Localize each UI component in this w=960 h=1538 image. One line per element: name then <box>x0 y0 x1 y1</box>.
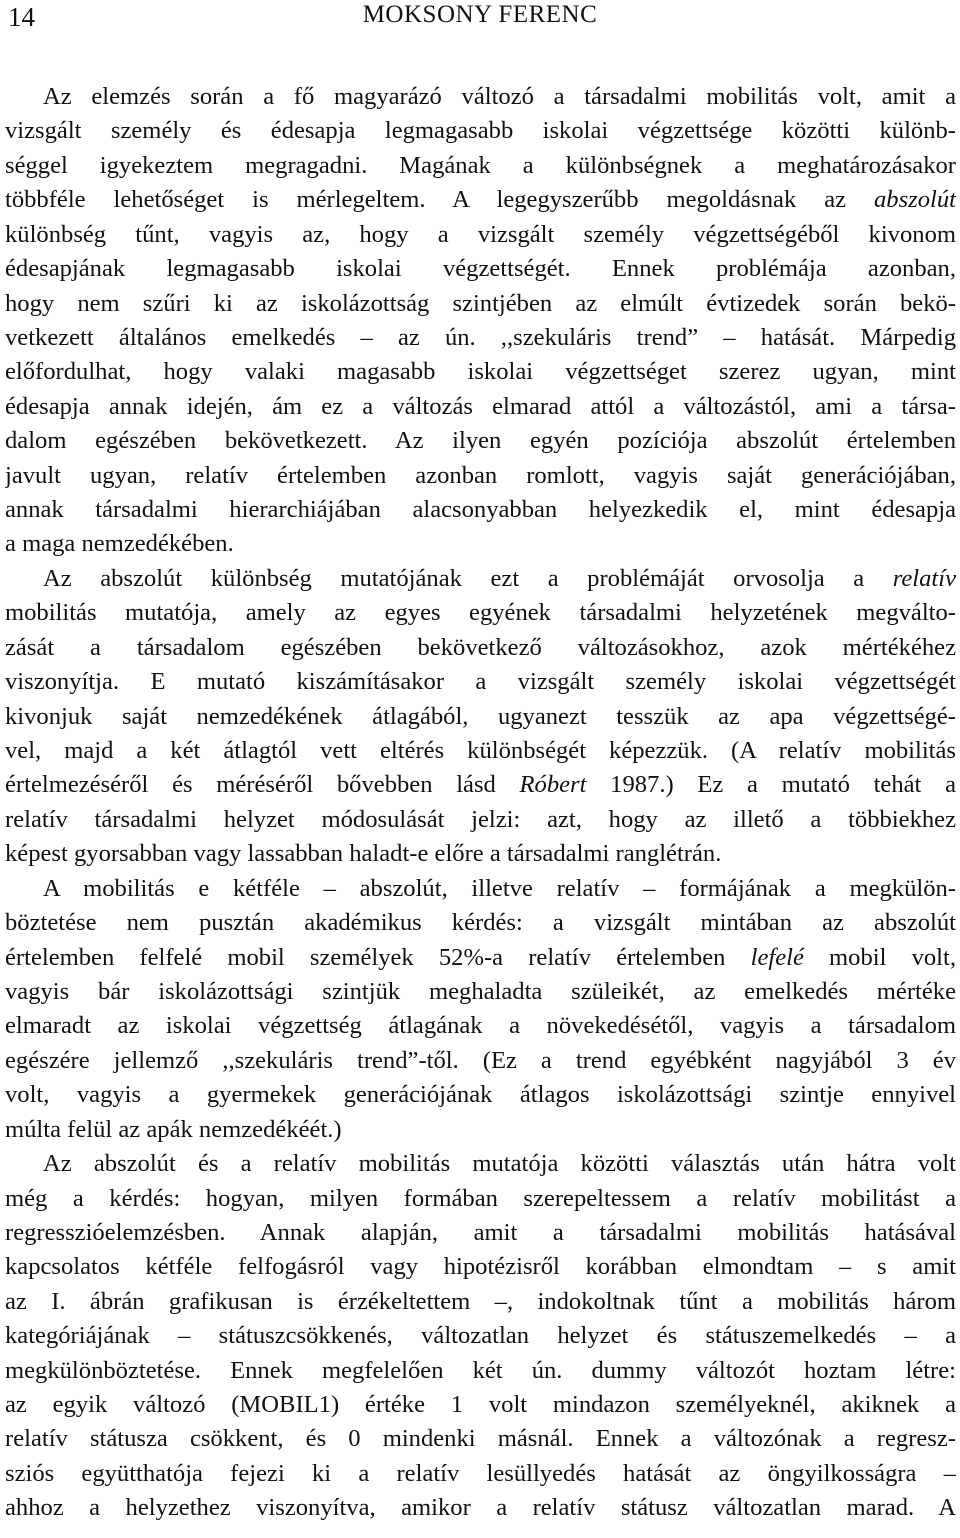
text-segment: különbség tűnt, vagyis az, hogy a vizsgált személy végzettségéből kivonom <box>5 220 956 248</box>
page-number: 14 <box>8 2 35 32</box>
text-line <box>5 355 956 389</box>
text-line <box>5 1422 956 1456</box>
text-line <box>5 941 956 975</box>
body-text <box>5 80 956 1526</box>
text-segment: böztetése nem pusztán akadémikus kérdés: a vizsgált mintában az abszolút <box>5 909 956 937</box>
text-line <box>5 1285 956 1319</box>
running-head: MOKSONY FERENC <box>362 1 598 28</box>
text-line <box>5 1009 956 1043</box>
text-segment: 1987.) Ez a mutató tehát a <box>586 771 956 799</box>
text-segment: múlta felül az apák nemzedékéét.) <box>5 1115 342 1143</box>
text-segment: regresszióelemzésben. Annak alapján, amit a társadalmi mobilitás hatásával <box>5 1218 956 1246</box>
text-segment: dalom egészében bekövetkezett. Az ilyen egyén pozíciója abszolút értelemben <box>5 427 956 455</box>
text-segment: a maga nemzedékében. <box>5 530 234 558</box>
text-line <box>5 424 956 458</box>
text-segment: A mobilitás e kétféle – abszolút, illetve relatív – formájának a megkülön- <box>43 874 956 902</box>
text-line <box>5 1491 956 1525</box>
page-header <box>0 0 960 36</box>
text-segment: vizsgált személy és édesapja legmagasabb iskolai végzettsége közötti különb- <box>5 117 956 145</box>
text-line <box>5 459 956 493</box>
text-segment: volt, vagyis a gyermekek generációjának átlagos iskolázottsági szintje ennyivel <box>5 1081 956 1109</box>
text-segment: kapcsolatos kétféle felfogásról vagy hipotézisről korábban elmondtam – s amit <box>5 1253 956 1281</box>
text-line <box>5 1354 956 1388</box>
text-line <box>5 183 956 217</box>
text-segment: egészére jellemző ,,szekuláris trend”-től. (Ez a trend egyébként nagyjából 3 év <box>5 1046 956 1074</box>
text-segment: javult ugyan, relatív értelemben azonban romlott, vagyis saját generációjában, <box>5 461 956 489</box>
text-line <box>5 1250 956 1284</box>
text-segment: Az abszolút és a relatív mobilitás mutatója közötti választás után hátra volt <box>43 1150 956 1178</box>
text-segment: még a kérdés: hogyan, milyen formában szerepeltessem a relatív mobilitást a <box>5 1184 956 1212</box>
italic-term: abszolút <box>874 186 956 214</box>
text-line <box>5 768 956 802</box>
text-segment: annak társadalmi hierarchiájában alacsonyabban helyezkedik el, mint édesapja <box>5 496 956 524</box>
text-segment: édesapjának legmagasabb iskolai végzettségét. Ennek problémája azonban, <box>5 255 956 283</box>
text-segment: elmaradt az iskolai végzettség átlagának a növekedésétől, vagyis a társadalom <box>5 1012 956 1040</box>
text-segment: mobil volt, <box>803 943 956 971</box>
text-segment: az I. ábrán grafikusan is érzékeltettem –, indokoltnak tűnt a mobilitás három <box>5 1287 956 1315</box>
text-line <box>5 1216 956 1250</box>
text-line <box>5 700 956 734</box>
text-line <box>5 1319 956 1353</box>
text-segment: Az elemzés során a fő magyarázó változó a társadalmi mobilitás volt, amit a <box>43 83 956 110</box>
text-line <box>5 1044 956 1078</box>
text-line <box>5 114 956 148</box>
text-line <box>5 218 956 252</box>
text-line <box>5 1113 956 1147</box>
text-segment: sziós együtthatója fejezi ki a relatív lesüllyedés hatását az öngyilkosságra – <box>5 1459 956 1487</box>
text-segment: ahhoz a helyzethez viszonyítva, amikor a relatív státusz változatlan marad. A <box>5 1494 956 1522</box>
text-line <box>5 1078 956 1112</box>
text-line <box>5 562 956 596</box>
text-line <box>5 872 956 906</box>
text-line <box>5 1147 956 1181</box>
text-line <box>5 975 956 1009</box>
text-line <box>5 665 956 699</box>
text-segment: mobilitás mutatója, amely az egyes egyének társadalmi helyzetének megválto- <box>5 599 956 627</box>
text-segment: viszonyítja. E mutató kiszámításakor a vizsgált személy iskolai végzettségét <box>5 668 956 696</box>
text-segment: kategóriájának – státuszcsökkenés, változatlan helyzet és státuszemelkedés – a <box>5 1322 956 1350</box>
text-line <box>5 596 956 630</box>
text-segment: kivonjuk saját nemzedékének átlagából, ugyanezt tesszük az apa végzettségé- <box>5 702 956 730</box>
text-line <box>5 1388 956 1422</box>
text-segment: zását a társadalom egészében bekövetkező változásokhoz, azok mértékéhez <box>5 633 956 661</box>
text-segment: képest gyorsabban vagy lassabban haladt-e előre a társadalmi ranglétrán. <box>5 840 722 868</box>
text-segment: vagyis bár iskolázottsági szintjük meghaladta szüleikét, az emelkedés mértéke <box>5 977 956 1005</box>
text-segment: megkülönböztetése. Ennek megfelelően két ún. dummy változót hoztam létre: <box>5 1356 956 1384</box>
text-segment: többféle lehetőséget is mérlegeltem. A legegyszerűbb megoldásnak az <box>5 186 874 214</box>
text-line <box>5 252 956 286</box>
text-line <box>5 287 956 321</box>
text-line <box>5 631 956 665</box>
text-line <box>5 1457 956 1491</box>
text-line <box>5 80 956 114</box>
text-segment: relatív társadalmi helyzet módosulását jelzi: azt, hogy az illető a többiekhez <box>5 805 956 833</box>
text-segment: értelemben felfelé mobil személyek 52%-a relatív értelemben <box>5 943 751 971</box>
text-segment: séggel igyekeztem megragadni. Magának a különbségnek a meghatározásakor <box>5 151 956 179</box>
text-segment: vetkezett általános emelkedés – az ún. ,,szekuláris trend” – hatását. Márpedig <box>5 323 956 351</box>
text-segment: Az abszolút különbség mutatójának ezt a problémáját orvosolja a <box>43 564 893 592</box>
text-line <box>5 321 956 355</box>
text-line <box>5 149 956 183</box>
text-line <box>5 803 956 837</box>
italic-term: Róbert <box>519 771 587 799</box>
text-segment: az egyik változó (MOBIL1) értéke 1 volt mindazon személyeknél, akiknek a <box>5 1391 956 1419</box>
text-line <box>5 906 956 940</box>
text-line <box>5 734 956 768</box>
italic-term: relatív <box>892 564 956 592</box>
text-segment: édesapja annak idején, ám ez a változás elmarad attól a változástól, ami a társa- <box>5 392 956 420</box>
text-line <box>5 1182 956 1216</box>
text-line <box>5 527 956 561</box>
text-line <box>5 493 956 527</box>
italic-term: lefelé <box>750 943 804 971</box>
text-line <box>5 837 956 871</box>
text-segment: előfordulhat, hogy valaki magasabb iskolai végzettséget szerez ugyan, mint <box>5 358 956 386</box>
text-segment: relatív státusza csökkent, és 0 mindenki másnál. Ennek a változónak a regresz- <box>5 1425 956 1453</box>
text-segment: értelmezéséről és méréséről bővebben lásd <box>5 771 520 799</box>
text-segment: vel, majd a két átlagtól vett eltérés különbségét képezzük. (A relatív mobilitás <box>5 737 956 765</box>
text-line <box>5 390 956 424</box>
text-segment: hogy nem szűri ki az iskolázottság szintjében az elmúlt évtizedek során bekö- <box>5 289 956 317</box>
